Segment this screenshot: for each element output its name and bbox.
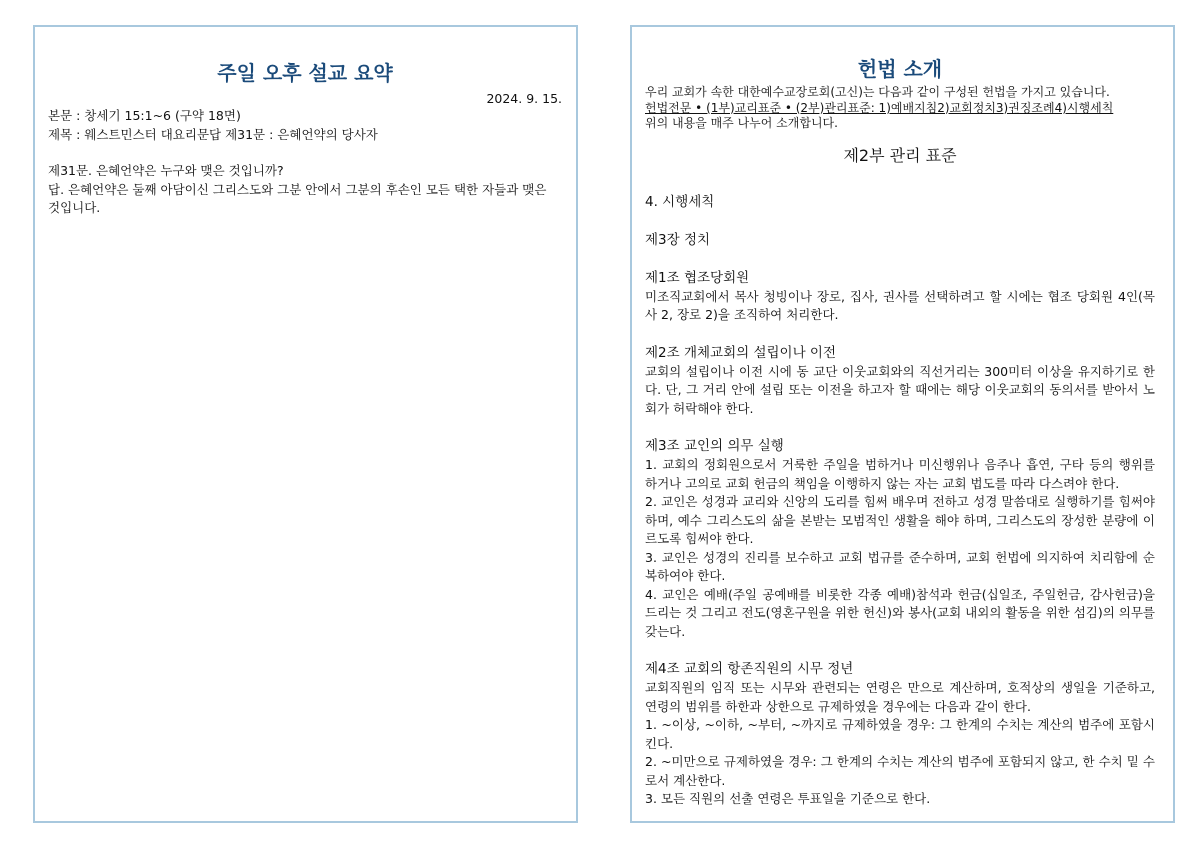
part-title: 제2부 관리 표준 <box>843 145 957 165</box>
article-paragraph: 2. 교인은 성경과 교리와 신앙의 도리를 힘써 배우며 전하고 성경 말씀대로 실행하기를 힘써야 하며, 예수 그리스도의 삶을 본받는 모범적인 생활을 해야 하며, 그리스도의 장성한 분량에 이르도록 힘써야 한다. <box>645 494 1155 546</box>
article-paragraph: 2. ~미만으로 규제하였을 경우: 그 한계의 수치는 계산의 범주에 포함되지 않고, 한 수치 밑 수로서 계산한다. <box>645 754 1155 788</box>
article-paragraph: 교회직원의 임직 또는 시무와 관련되는 연령은 만으로 계산하며, 호적상의 생일을 기준하고, 연령의 범위를 하한과 상한으로 규제하였을 경우에는 다음과 같이 한다. <box>645 680 1155 714</box>
article-heading: 제2조 개체교회의 설립이나 이전 <box>645 344 836 361</box>
chapter-heading: 제3장 정치 <box>645 231 711 248</box>
catechism-question: 제31문. 은혜언약은 누구와 맺은 것입니까? <box>48 163 284 178</box>
intro-line-2: 헌법전문 • (1부)교리표준 • (2부)관리표준: 1)예배지침2)교회정치3)권징조례4)시행세칙 <box>645 100 1114 115</box>
article-heading: 제3조 교인의 의무 실행 <box>645 438 784 454</box>
article-paragraph: 4. 교인은 예배(주일 공예배를 비롯한 각종 예배)참석과 헌금(십일조, 주일헌금, 감사헌금)을 드리는 것 그리고 전도(영혼구원을 위한 헌신)와 봉사(교회 내외의 활동을 위한 섬김)의 의무를 갖는다. <box>645 586 1155 639</box>
article-heading: 제4조 교회의 항존직원의 시무 정년 <box>645 661 854 677</box>
catechism-answer: 답. 은혜언약은 둘째 아담이신 그리스도와 그분 안에서 그분의 후손인 모든 택한 자들과 맺은 것입니다. <box>48 181 547 215</box>
article-1 <box>645 268 1155 325</box>
article-2 <box>645 343 1155 419</box>
section-heading: 4. 시행세칙 <box>645 193 715 210</box>
sermon-summary-page <box>33 25 578 823</box>
intro-line-3: 위의 내용을 매주 나누어 소개합니다. <box>645 116 838 130</box>
constitution-title: 헌법 소개 <box>857 57 943 81</box>
constitution-page <box>630 25 1175 823</box>
article-paragraph: 3. 모든 직원의 선출 연령은 투표일을 기준으로 한다. <box>645 791 931 806</box>
article-paragraph: 3. 교인은 성경의 진리를 보수하고 교회 법규를 준수하며, 교회 헌법에 의지하여 치리함에 순복하여야 한다. <box>645 549 1155 583</box>
intro-line-1: 우리 교회가 속한 대한예수교장로회(고신)는 다음과 같이 구성된 헌법을 가지고 있습니다. <box>645 85 1110 99</box>
scripture-reference: 본문 : 창세기 15:1~6 (구약 18면) <box>48 108 241 123</box>
article-paragraph: 교회의 설립이나 이전 시에 동 교단 이웃교회와의 직선거리는 300미터 이상을 유지하기로 한다. 단, 그 거리 안에 설립 또는 이전을 하고자 할 때에는 해당 이웃교회의 동의서를 받아서 노회가 허락해야 한다. <box>645 363 1155 416</box>
sermon-subject: 제목 : 웨스트민스터 대요리문답 제31문 : 은혜언약의 당사자 <box>48 126 378 142</box>
article-paragraph: 1. ~이상, ~이하, ~부터, ~까지로 규제하였을 경우: 그 한계의 수치는 계산의 범주에 포함시킨다. <box>645 717 1155 751</box>
sermon-date: 2024. 9. 15. <box>486 91 562 106</box>
article-3 <box>645 436 1155 641</box>
article-paragraph: 1. 교회의 정회원으로서 거룩한 주일을 범하거나 미신행위나 음주나 흡연, 구타 등의 행위를 하거나 고의로 교회 헌금의 책임을 이행하지 않는 자는 교회 법도를 따라 다스려야 한다. <box>645 457 1155 491</box>
sermon-title: 주일 오후 설교 요약 <box>217 61 393 85</box>
article-heading: 제1조 협조당회원 <box>645 269 750 286</box>
article-4 <box>645 659 1155 809</box>
spacer <box>48 144 562 162</box>
article-paragraph: 미조직교회에서 목사 청빙이나 장로, 집사, 권사를 선택하려고 할 시에는 협조 당회원 4인(목사 2, 장로 2)을 조직하여 처리한다. <box>645 288 1155 322</box>
